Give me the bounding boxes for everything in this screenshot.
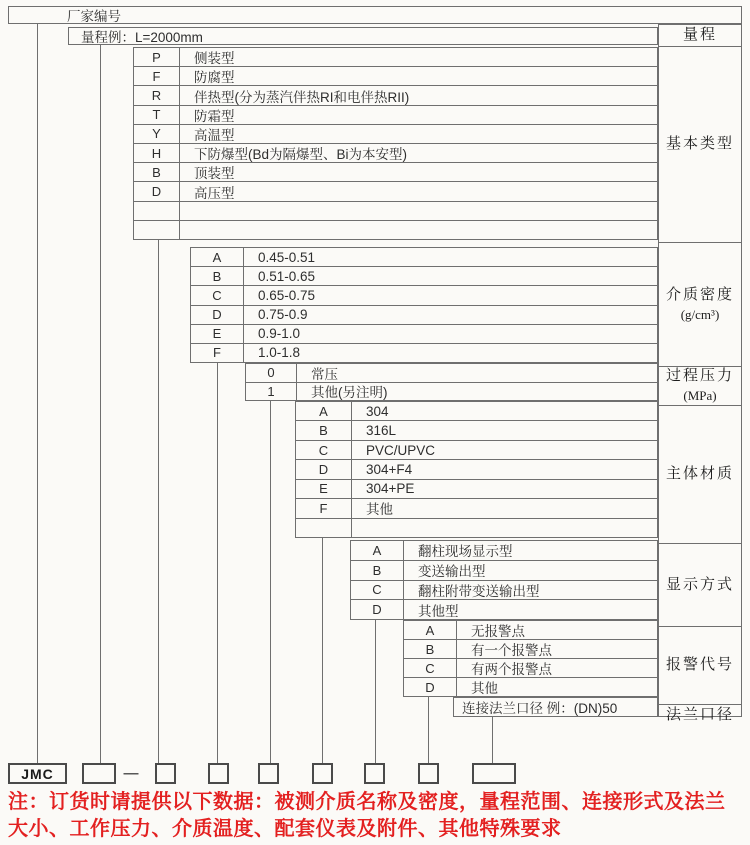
flange-size-label: 连接法兰口径 例：(DN)50 — [462, 701, 618, 716]
connector-line-pressure — [270, 401, 271, 763]
table-row: H 下防爆型(Bd为隔爆型、Bi为本安型) — [134, 143, 657, 162]
connector-line-factory — [37, 24, 38, 763]
table-row: T 防霜型 — [134, 105, 657, 124]
code-box-density — [208, 763, 229, 784]
table-row: C 0.65-0.75 — [191, 285, 657, 304]
table-row: C PVC/UPVC — [296, 440, 657, 459]
factory-code-label: 厂家编号 — [67, 9, 121, 24]
category-display-mode: 显示方式 — [659, 543, 741, 626]
category-column — [658, 24, 742, 723]
table-row: B 有一个报警点 — [404, 639, 657, 658]
category-body-material: 主体材质 — [659, 405, 741, 543]
medium-density-table — [190, 247, 658, 363]
table-row: F 防腐型 — [134, 66, 657, 85]
table-row: A 0.45-0.51 — [191, 248, 657, 266]
connector-line-material — [322, 538, 323, 763]
table-row: C 有两个报警点 — [404, 658, 657, 677]
display-mode-table — [350, 540, 658, 620]
table-row: Y 高温型 — [134, 124, 657, 143]
order-note — [8, 789, 748, 843]
range-label: 量程例：L=2000mm — [81, 30, 203, 45]
category-alarm-code: 报警代号 — [659, 626, 741, 704]
table-row: D 0.75-0.9 — [191, 305, 657, 324]
basic-type-table — [133, 47, 658, 240]
table-row: P 侧装型 — [134, 48, 657, 66]
table-row — [134, 201, 657, 220]
order-note-line1: 注：订货时请提供以下数据：被测介质名称及密度，量程范围、连接形式及法兰 — [8, 791, 726, 813]
connector-line-basic-type — [158, 240, 159, 763]
table-row: D 高压型 — [134, 181, 657, 200]
table-row: B 顶装型 — [134, 162, 657, 181]
table-row: R 伴热型(分为蒸汽伴热RI和电伴热RII) — [134, 85, 657, 104]
table-row: 1 其他(另注明) — [246, 382, 657, 401]
code-box-material — [312, 763, 333, 784]
category-flange-size: 法兰口径 — [659, 704, 741, 725]
code-box-range — [82, 763, 116, 784]
table-row: A 翻柱现场显示型 — [351, 541, 657, 560]
code-box-pressure — [258, 763, 279, 784]
table-row: F 其他 — [296, 498, 657, 517]
table-row: B 0.51-0.65 — [191, 266, 657, 285]
table-row: 0 常压 — [246, 364, 657, 382]
order-note-line2: 大小、工作压力、介质温度、配套仪表及附件、其他特殊要求 — [8, 818, 562, 840]
table-row: B 变送输出型 — [351, 560, 657, 580]
connector-line-range — [100, 45, 101, 763]
table-row: A 304 — [296, 402, 657, 420]
category-medium-density: 介质密度 (g/cm³) — [659, 242, 741, 366]
code-box-basic-type — [155, 763, 176, 784]
connector-line-flange — [492, 717, 493, 763]
table-row: D 304+F4 — [296, 459, 657, 478]
category-basic-type: 基本类型 — [659, 46, 741, 242]
table-row: D 其他型 — [351, 599, 657, 619]
table-row: D 其他 — [404, 677, 657, 696]
code-box-display — [364, 763, 385, 784]
body-material-table — [295, 401, 658, 538]
connector-line-display — [375, 620, 376, 763]
factory-code-row — [8, 6, 742, 24]
category-range: 量程 — [682, 27, 717, 43]
table-row — [134, 220, 657, 239]
alarm-code-table — [403, 620, 658, 697]
model-prefix-box: JMC — [8, 763, 67, 784]
table-row: C 翻柱附带变送输出型 — [351, 580, 657, 600]
table-row: E 0.9-1.0 — [191, 324, 657, 343]
flange-size-row — [453, 697, 658, 717]
code-box-flange — [472, 763, 516, 784]
code-box-alarm — [418, 763, 439, 784]
table-row: B 316L — [296, 420, 657, 439]
process-pressure-table — [245, 363, 658, 401]
table-row: E 304+PE — [296, 479, 657, 498]
category-process-pressure: 过程压力 (MPa) — [659, 366, 741, 405]
code-separator-dash: — — [123, 765, 139, 782]
table-row: A 无报警点 — [404, 621, 657, 639]
connector-line-alarm — [428, 697, 429, 763]
table-row: F 1.0-1.8 — [191, 343, 657, 362]
connector-line-density — [217, 363, 218, 763]
range-row — [68, 27, 658, 45]
table-row — [296, 518, 657, 537]
